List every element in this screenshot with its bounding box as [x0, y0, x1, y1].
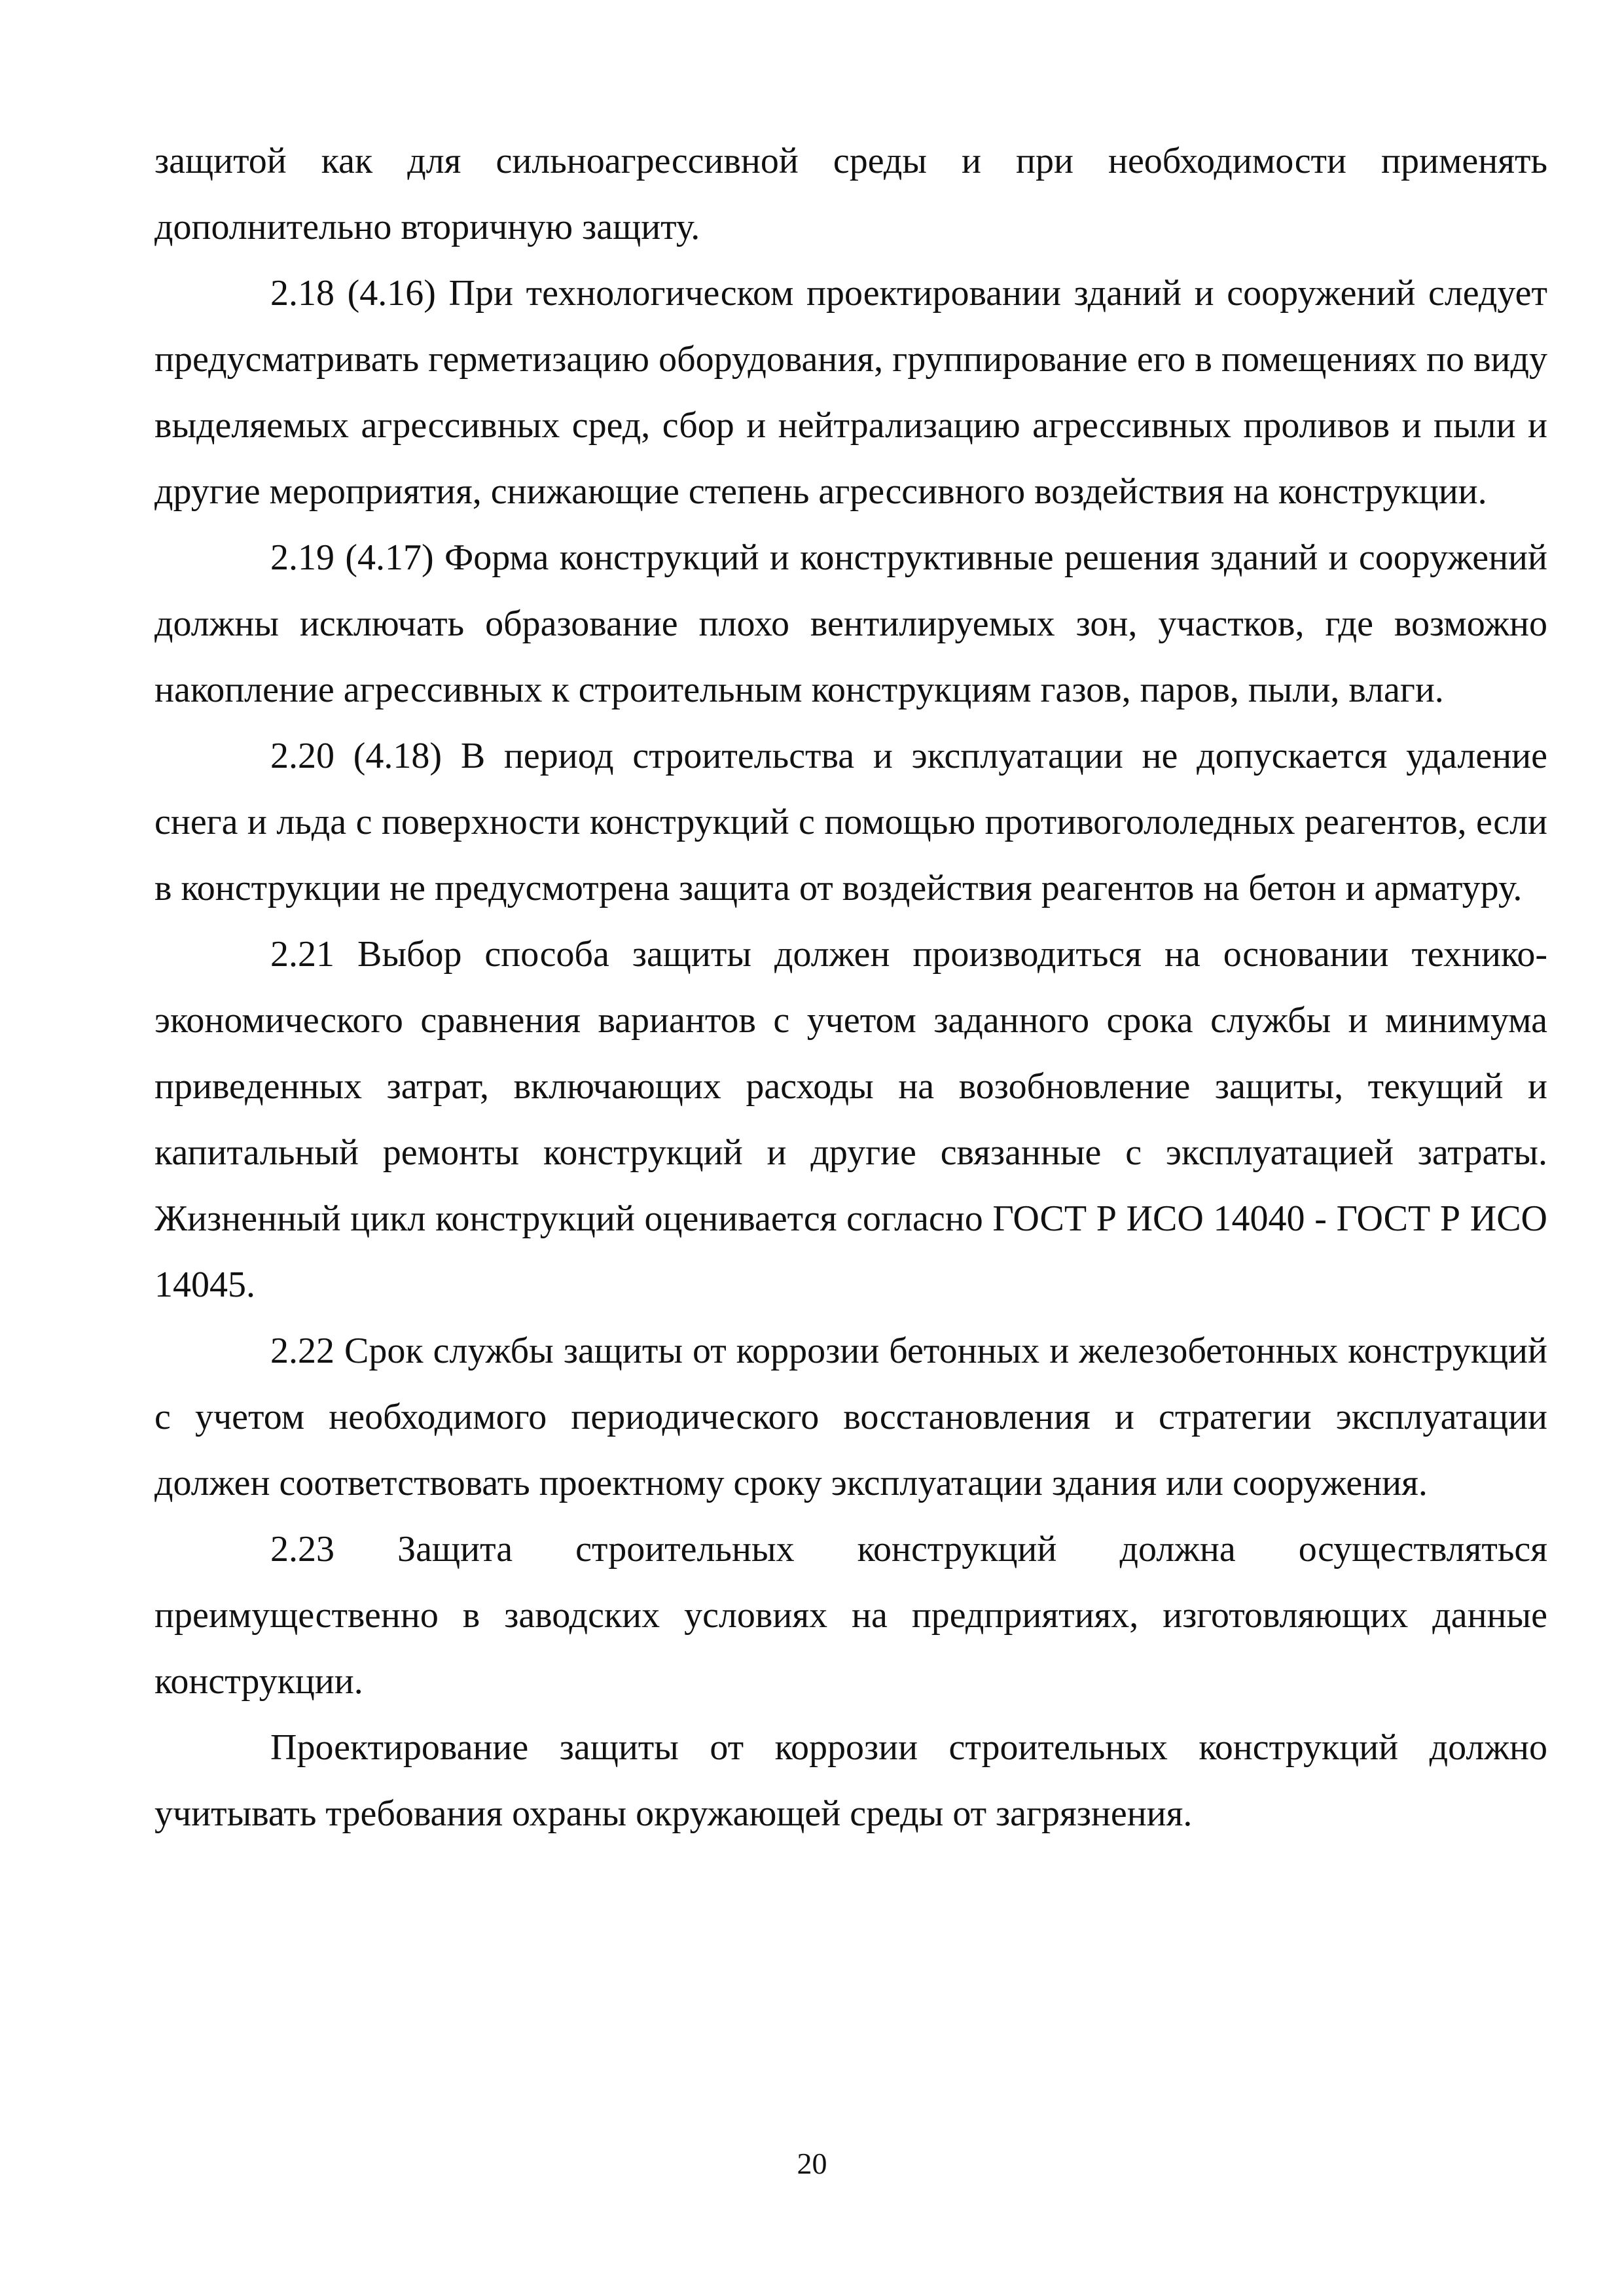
- paragraph-2-20: 2.20 (4.18) В период строительства и эксплуатации не допускается удаление снега и льда с поверхности конструкций с помощью противогололедных реагентов, если в конструкции не предусмотрена защита от воздействия реагентов на бетон и арматуру.: [154, 736, 1547, 908]
- paragraph-2-23: 2.23 Защита строительных конструкций должна осуществляться преимущественно в заводских условиях на предприятиях, изготовляющих данные конструкции.: [154, 1529, 1547, 1702]
- paragraph-2-18: 2.18 (4.16) При технологическом проектировании зданий и сооружений следует предусматривать герметизацию оборудования, группирование его в помещениях по виду выделяемых агрессивных сред, сбор и нейтрализацию агрессивных проливов и пыли и другие мероприятия, снижающие степень агрессивного воздействия на конструкции.: [154, 273, 1547, 512]
- paragraph-2-19: 2.19 (4.17) Форма конструкций и конструктивные решения зданий и сооружений должны исключать образование плохо вентилируемых зон, участков, где возможно накопление агрессивных к строительным конструкциям газов, паров, пыли, влаги.: [154, 537, 1547, 710]
- paragraph-2-21: 2.21 Выбор способа защиты должен производиться на основании технико-экономического сравнения вариантов с учетом заданного срока службы и минимума приведенных затрат, включающих расходы на возобновление защиты, текущий и капитальный ремонты конструкций и другие связанные с эксплуатацией затраты. Жизненный цикл конструкций оценивается согласно ГОСТ Р ИСО 14040 - ГОСТ Р ИСО 14045.: [154, 934, 1547, 1305]
- page-number: 20: [797, 2147, 827, 2180]
- paragraph-2-22: 2.22 Срок службы защиты от коррозии бетонных и железобетонных конструкций с учетом необходимого периодического восстановления и стратегии эксплуатации должен соответствовать проектному сроку эксплуатации здания или сооружения.: [154, 1331, 1547, 1503]
- paragraph-final: Проектирование защиты от коррозии строительных конструкций должно учитывать требования охраны окружающей среды от загрязнения.: [154, 1727, 1547, 1834]
- document-page: [154, 128, 1547, 1847]
- paragraph-continuation: защитой как для сильноагрессивной среды и при необходимости применять дополнительно вторичную защиту.: [154, 141, 1547, 247]
